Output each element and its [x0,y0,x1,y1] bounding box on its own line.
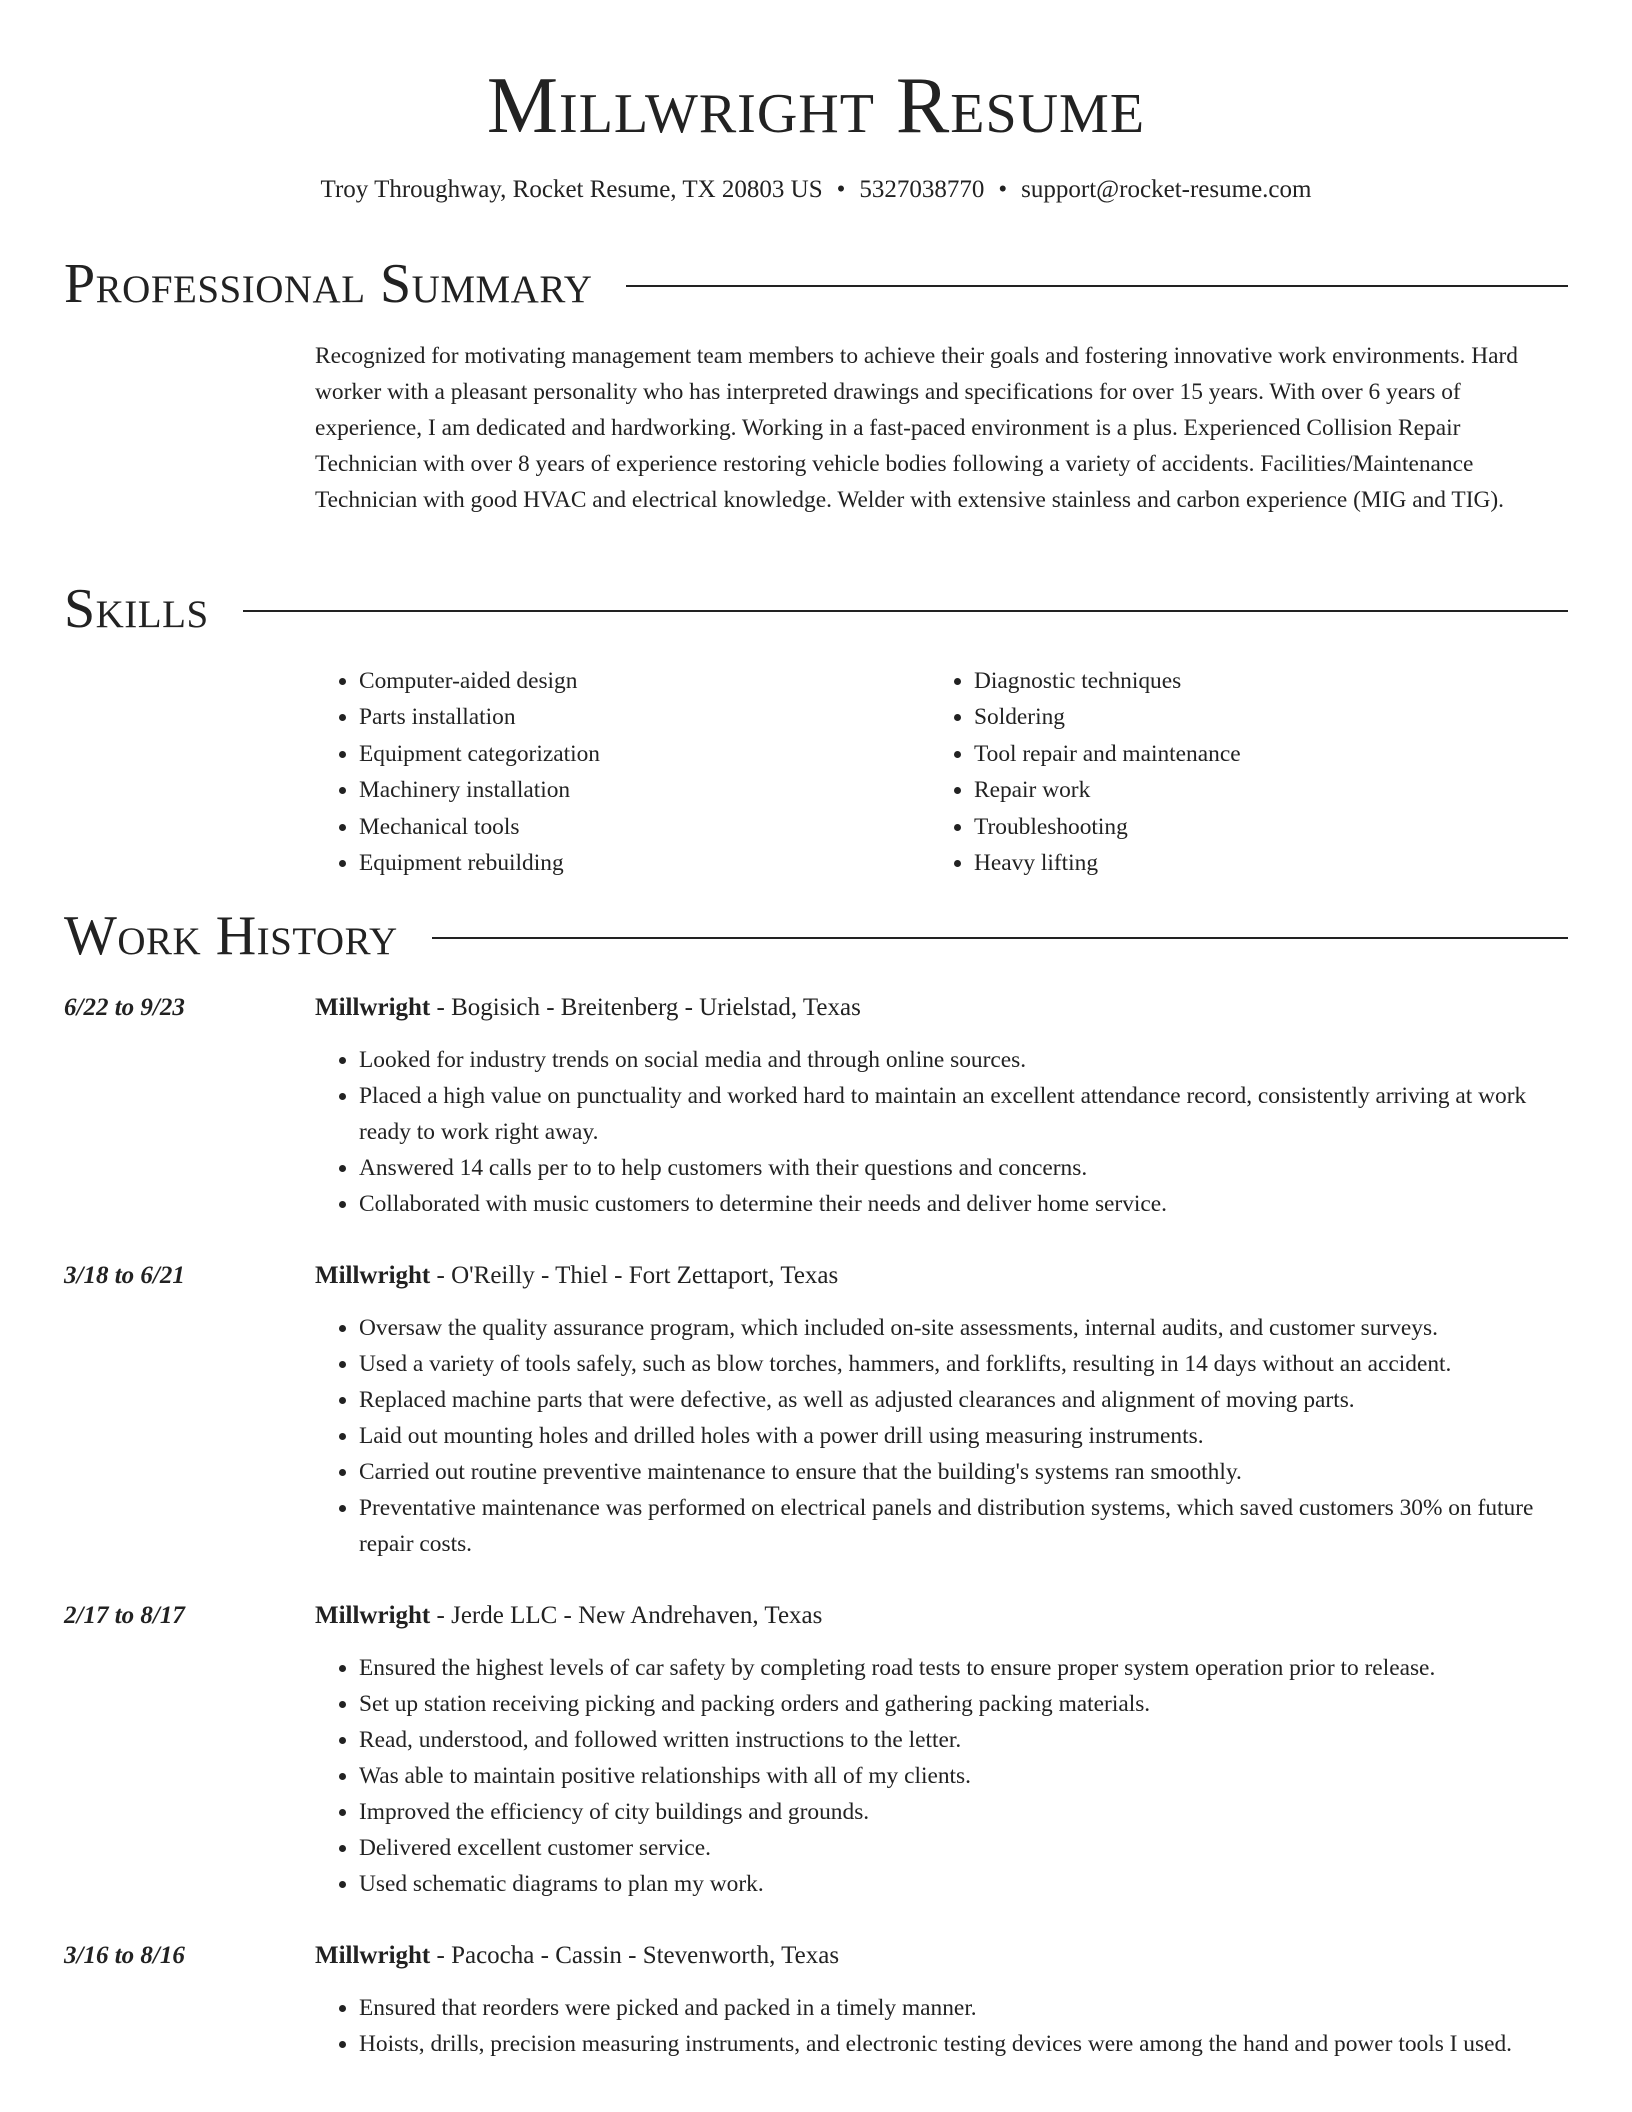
summary-text: Recognized for motivating management team members to achieve their goals and fostering innovative work environments. Hard worker with a pleasant personality who has interpreted drawings and specifications for over 15 years. With over 6 years of experience, I am dedicated and hardworking. Working in a fast-paced environment is a plus. Experienced Collision Repair Technician with over 8 years of experience restoring vehicle bodies following a variety of accidents. Facilities/Maintenance Technician with good HVAC and electrical knowledge. Welder with extensive stainless and carbon experience (MIG and TIG). [315,343,1518,513]
list-item: • Machinery installation [359,772,875,808]
job-title-line [315,1938,1568,1974]
list-item: • Soldering [974,699,1490,735]
job-employer: - Pacocha - Cassin - Stevenworth, Texas [430,1942,840,1969]
job-title: Millwright [315,994,431,1021]
job-dates: 2/17 to 8/17 [64,1602,185,1629]
list-item: • Tool repair and maintenance [974,736,1490,772]
list-item: • Answered 14 calls per to to help customers with their questions and concerns. [359,1150,1568,1186]
list-item: • Diagnostic techniques [974,663,1490,699]
job-dates: 3/18 to 6/21 [64,1262,185,1289]
list-item: • Mechanical tools [359,809,875,845]
job-employer: - Bogisich - Breitenberg - Urielstad, Texas [430,994,861,1021]
job-bullet-list [315,1042,1568,1222]
list-item: • Read, understood, and followed written instructions to the letter. [359,1722,1568,1758]
list-item: • Was able to maintain positive relationships with all of my clients. [359,1758,1568,1794]
list-item: • Laid out mounting holes and drilled holes with a power drill using measuring instruments. [359,1418,1568,1454]
list-item: • Heavy lifting [974,845,1490,881]
summary-section-header [64,252,1568,316]
list-item: • Repair work [974,772,1490,808]
contact-separator: • [998,176,1008,203]
skills-list [315,663,875,881]
list-item: • Delivered excellent customer service. [359,1830,1568,1866]
list-item: • Carried out routine preventive maintenance to ensure that the building's systems ran smoothly. [359,1454,1568,1490]
contact-separator: • [836,176,846,203]
list-item: • Ensured that reorders were picked and packed in a timely manner. [359,1990,1568,2026]
job-dates: 6/22 to 9/23 [64,994,185,1021]
job-title: Millwright [315,1942,431,1969]
job-bullet-list [315,1310,1568,1562]
skills-column-right [930,663,1490,881]
summary-heading: Professional Summary [64,253,593,315]
list-item: • Preventative maintenance was performed on electrical panels and distribution systems, which saved customers 30% on future repair costs. [359,1490,1568,1562]
list-item: • Parts installation [359,699,875,735]
contact-email: support@rocket-resume.com [1021,176,1312,203]
skills-column-left [315,663,875,881]
list-item: • Equipment categorization [359,736,875,772]
list-item: • Used a variety of tools safely, such as blow torches, hammers, and forklifts, resulting in 14 days without an accident. [359,1346,1568,1382]
document-title: Millwright Resume [486,62,1146,150]
job-employer: - Jerde LLC - New Andrehaven, Texas [430,1602,823,1629]
list-item: • Troubleshooting [974,809,1490,845]
contact-phone: 5327038770 [859,176,985,203]
list-item: • Ensured the highest levels of car safety by completing road tests to ensure proper system operation prior to release. [359,1650,1568,1686]
skills-section-header [64,577,1568,641]
list-item: • Looked for industry trends on social media and through online sources. [359,1042,1568,1078]
list-item: • Computer-aided design [359,663,875,699]
list-item: • Used schematic diagrams to plan my work. [359,1866,1568,1902]
skills-heading: Skills [64,578,209,640]
job-bullet-list [315,1990,1568,2062]
skills-list [930,663,1490,881]
section-divider [626,285,1568,287]
list-item: • Equipment rebuilding [359,845,875,881]
contact-address: Troy Throughway, Rocket Resume, TX 20803 US [320,176,823,203]
work-heading: Work History [64,905,398,967]
list-item: • Oversaw the quality assurance program, which included on-site assessments, internal audits, and customer surveys. [359,1310,1568,1346]
list-item: • Placed a high value on punctuality and worked hard to maintain an excellent attendance record, consistently arriving at work ready to work right away. [359,1078,1568,1150]
list-item: • Collaborated with music customers to determine their needs and deliver home service. [359,1186,1568,1222]
job-bullet-list [315,1650,1568,1902]
job-title: Millwright [315,1262,431,1289]
contact-line [0,172,1632,208]
job-dates: 3/16 to 8/16 [64,1942,185,1969]
job-employer: - O'Reilly - Thiel - Fort Zettaport, Texas [430,1262,839,1289]
job-title-line [315,990,1568,1026]
job-title-line [315,1598,1568,1634]
list-item: • Replaced machine parts that were defective, as well as adjusted clearances and alignment of moving parts. [359,1382,1568,1418]
job-title-line [315,1258,1568,1294]
list-item: • Hoists, drills, precision measuring instruments, and electronic testing devices were among the hand and power tools I used. [359,2026,1568,2062]
section-divider [243,610,1568,612]
list-item: • Set up station receiving picking and packing orders and gathering packing materials. [359,1686,1568,1722]
list-item: • Improved the efficiency of city buildings and grounds. [359,1794,1568,1830]
section-divider [432,937,1568,939]
work-section-header [64,904,1568,968]
job-title: Millwright [315,1602,431,1629]
